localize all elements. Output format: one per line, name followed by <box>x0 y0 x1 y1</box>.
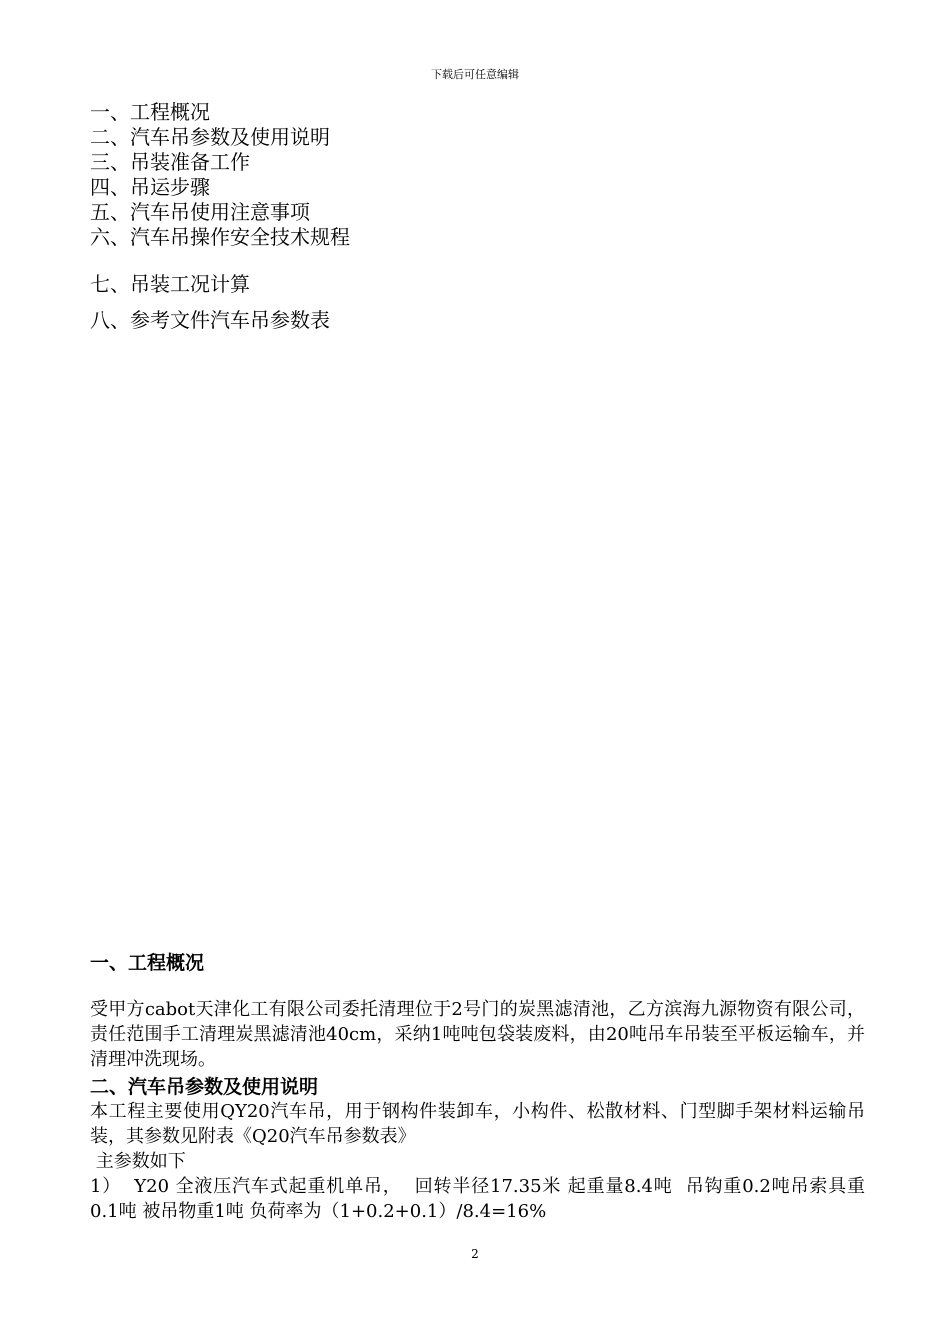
section-heading: 二、汽车吊参数及使用说明 <box>90 1076 319 1098</box>
page-number: 2 <box>471 1247 479 1261</box>
toc-item: 二、汽车吊参数及使用说明 <box>90 125 330 149</box>
toc-item: 四、吊运步骤 <box>90 175 210 199</box>
paragraph: 受甲方cabot天津化工有限公司委托清理位于2号门的炭黑滤清池，乙方滨海九源物资有限公司，责任范围手工清理炭黑滤清池40cm，采纳1吨吨包袋装废料，由20吨吊车吊装至平板运输车，并清理冲洗现场。 <box>90 999 865 1070</box>
toc-item: 七、吊装工况计算 <box>90 272 250 296</box>
document-body <box>90 948 871 1224</box>
paragraph: 主参数如下 <box>90 1151 186 1172</box>
page-header: 下载后可任意编辑 <box>431 68 519 81</box>
toc-item: 一、工程概况 <box>90 100 210 124</box>
toc-item: 五、汽车吊使用注意事项 <box>90 200 310 224</box>
paragraph: 本工程主要使用QY20汽车吊，用于钢构件装卸车，小构件、松散材料、门型脚手架材料运输吊装，其参数见附表《Q20汽车吊参数表》 <box>90 1101 865 1147</box>
paragraph: 1） Y20 全液压汽车式起重机单吊， 回转半径17.35米 起重量8.4吨 吊钩重0.2吨吊索具重 0.1吨 被吊物重1吨 负荷率为（1+0.2+0.1）/8.4=16% <box>90 1176 871 1222</box>
toc-item: 六、汽车吊操作安全技术规程 <box>90 225 350 249</box>
toc-item: 三、吊装准备工作 <box>90 150 250 174</box>
section-heading: 一、工程概况 <box>90 952 205 974</box>
toc-item: 八、参考文件汽车吊参数表 <box>90 308 330 332</box>
